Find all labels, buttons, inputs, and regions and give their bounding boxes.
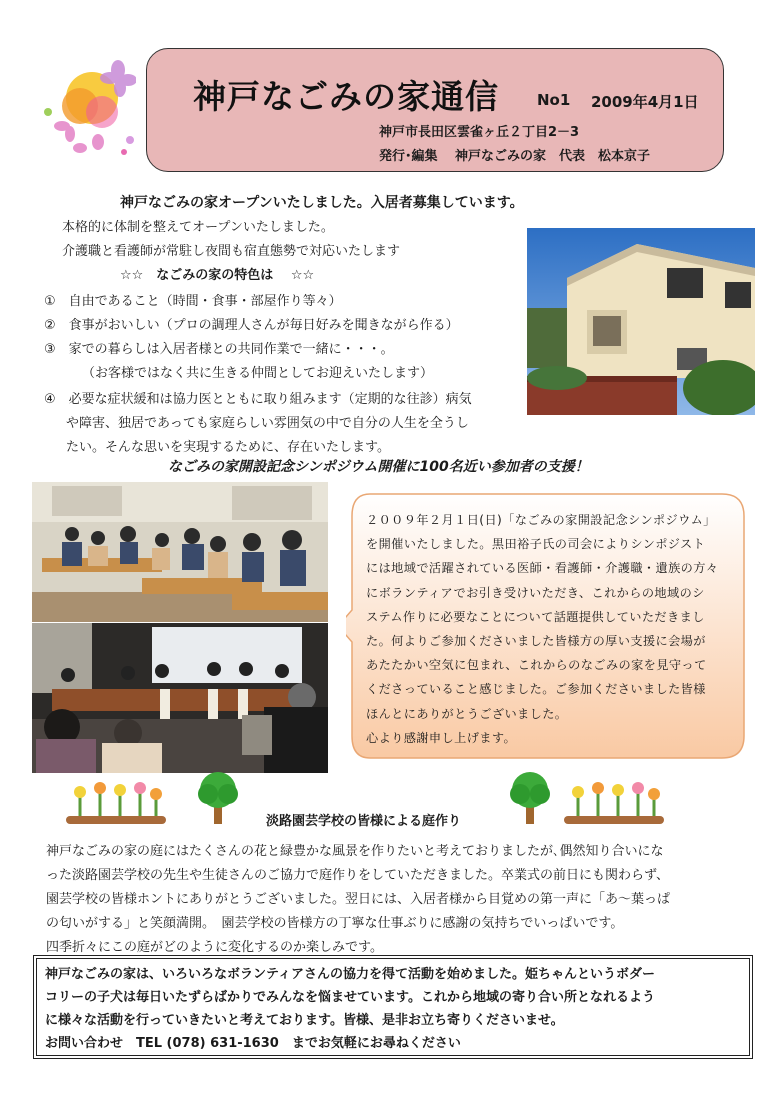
symposium-line: あたたかい空気に包まれ、これからのなごみの家を見守って [366, 658, 707, 673]
garden-line: 神戸なごみの家の庭にはたくさんの花と緑豊かな風景を作りたいと考えておりましたが､偶然知り合いにな [46, 844, 664, 859]
features-heading: ☆☆ なごみの家の特色は ☆☆ [120, 268, 315, 283]
contact-box [33, 955, 753, 1059]
feature-item: たい。そんな思いを実現するために、存在いたします。 [66, 440, 390, 455]
issue-number: No1 [537, 91, 571, 109]
symposium-line: ２００９年２月１日(日)「なごみの家開設記念シンポジウム」 [366, 513, 716, 527]
tree-icon [506, 770, 554, 826]
symposium-line: を開催いたしました。黒田裕子氏の司会によりシンポジスト [366, 537, 706, 552]
symposium-text [366, 508, 738, 750]
flower-bed-icon [66, 778, 166, 826]
feature-item: ③ 家での暮らしは入居者様との共同作業で一緒に・・・。 [44, 342, 394, 357]
address: 神戸市長田区雲雀ヶ丘２丁目2－3 [379, 125, 580, 140]
symposium-audience-photo [32, 482, 328, 622]
symposium-line: にボランティアでお引き受けいただき、これからの地域のシ [366, 585, 705, 600]
symposium-line: ほんとにありがとうございました。 [366, 706, 568, 721]
symposium-line: には地域で活躍されている医師・看護師・介護職・遺族の方々 [366, 561, 719, 576]
symposium-line: ステム作りに必要なことについて話題提供していただきまし [366, 609, 705, 624]
footer-line: に様々な活動を行っていきたいと考えております。皆様、是非お立ち寄りくださいませ。 [45, 1013, 564, 1028]
flower-bed-icon [564, 778, 664, 826]
feature-item: ① 自由であること（時間・食事・部屋作り等々） [44, 294, 342, 309]
opening-heading: 神戸なごみの家オープンいたしました。入居者募集しています。 [120, 195, 524, 211]
flower-logo-icon [40, 56, 136, 164]
contact-line: お問い合わせ TEL (078) 631-1630 までお気軽にお尋ねください [45, 1036, 461, 1051]
garden-line: 四季折々にこの庭がどのように変化するのか楽しみです。 [46, 940, 383, 955]
issue-date: 2009年4月1日 [591, 93, 699, 111]
tree-icon [194, 770, 242, 826]
opening-line: 介護職と看護師が常駐し夜間も宿直態勢で対応いたします [62, 244, 401, 259]
symposium-line: 心より感謝申し上げます。 [366, 730, 517, 745]
symposium-line: くださっていること感じました。ご参加くださいました皆様 [366, 682, 706, 697]
newsletter-title: 神戸なごみの家通信 [193, 77, 499, 116]
symposium-line: た。何よりご参加くださいました皆様方の厚い支援に会場が [366, 634, 706, 649]
footer-line: 神戸なごみの家は、いろいろなボランティアさんの協力を得て活動を始めました。姫ちゃんというボダー [45, 967, 655, 982]
feature-item: （お客様ではなく共に生きる仲間としてお迎えいたします） [82, 366, 434, 381]
feature-item: ④ 必要な症状緩和は協力医とともに取り組みます（定期的な往診）病気 [44, 392, 472, 407]
garden-text [46, 840, 746, 960]
newsletter-header [146, 48, 724, 172]
house-photo [527, 228, 755, 415]
feature-item: ② 食事がおいしい（プロの調理人さんが毎日好みを聞きながら作る） [44, 318, 459, 333]
symposium-heading: なごみの家開設記念シンポジウム開催に100名近い参加者の支援！ [168, 459, 589, 475]
garden-line: った淡路園芸学校の先生や生徒さんのご協力で庭作りをしていただきました。卒業式の前日にも関わらず、 [46, 868, 669, 883]
footer-line: コリーの子犬は毎日いたずらばかりでみんなを悩ませています。これから地域の寄り合い所となれるよう [45, 990, 655, 1005]
symposium-panel-photo [32, 623, 328, 773]
garden-heading: 淡路園芸学校の皆様による庭作り [266, 814, 462, 829]
opening-line: 本格的に体制を整えてオープンいたしました。 [62, 220, 334, 235]
publisher: 発行･編集 神戸なごみの家 代表 松本京子 [379, 149, 651, 164]
garden-line: 園芸学校の皆様ホントにありがとうございました。翌日には、入居者様から目覚めの第一声に「あ～葉っぱ [46, 892, 671, 907]
garden-line: の匂いがする」と笑顔満開。 園芸学校の皆様方の丁寧な仕事ぶりに感謝の気持ちでいっぱいです。 [46, 916, 624, 931]
feature-item: や障害、独居であっても家庭らしい雰囲気の中で自分の人生を全うし [66, 416, 469, 431]
